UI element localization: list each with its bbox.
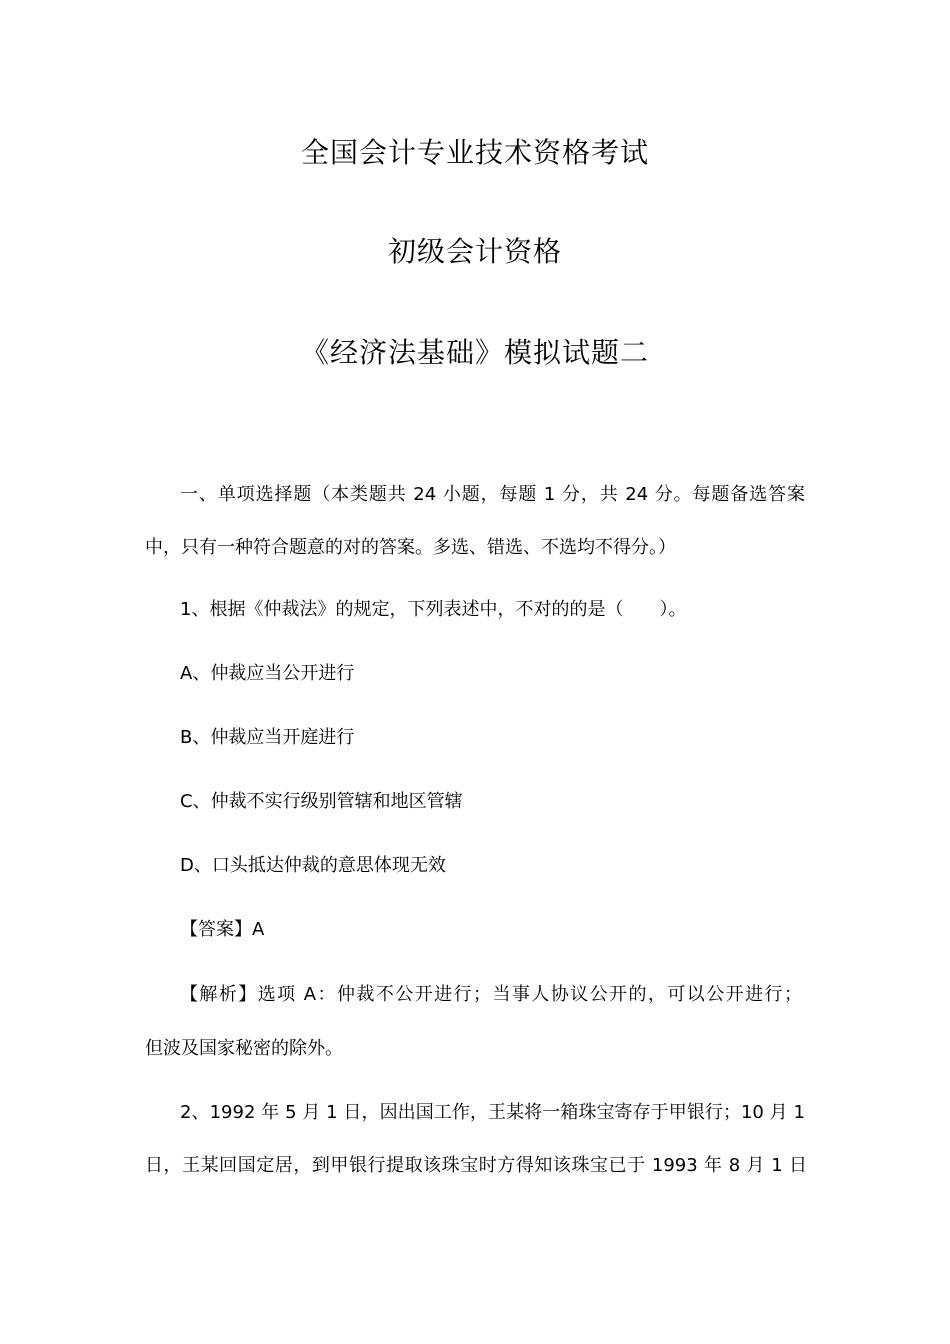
question-1-answer: 【答案】A (180, 919, 265, 940)
section-intro-line-1: 一、单项选择题（本类题共 24 小题，每题 1 分，共 24 分。每题备选答案 (180, 484, 805, 505)
question-1-analysis-line-2: 但波及国家秘密的除外。 (145, 1038, 343, 1059)
question-1-option-a: A、仲裁应当公开进行 (180, 663, 355, 684)
exam-paper-title: 《经济法基础》模拟试题二 (300, 336, 649, 369)
question-2-stem-line-2: 日，王某回国定居，到甲银行提取该珠宝时方得知该珠宝已于 1993 年 8 月 1 日 (145, 1155, 807, 1176)
question-1-option-d: D、口头抵达仲裁的意思体现无效 (180, 855, 446, 876)
exam-title: 全国会计专业技术资格考试 (300, 136, 649, 169)
question-1-analysis-line-1: 【解析】选项 A：仲裁不公开进行；当事人协议公开的，可以公开进行； (180, 984, 802, 1005)
question-1-option-b: B、仲裁应当开庭进行 (180, 727, 355, 748)
exam-level-title: 初级会计资格 (387, 235, 562, 268)
section-intro-line-2: 中，只有一种符合题意的对的答案。多选、错选、不选均不得分。） (145, 537, 676, 558)
question-1-stem: 1、根据《仲裁法》的规定，下列表述中，不对的的是（ ）。 (180, 599, 687, 620)
question-1-option-c: C、仲裁不实行级别管辖和地区管辖 (180, 791, 463, 812)
question-2-stem-line-1: 2、1992 年 5 月 1 日，因出国工作，王某将一箱珠宝寄存于甲银行；10 月 1 (180, 1102, 805, 1123)
